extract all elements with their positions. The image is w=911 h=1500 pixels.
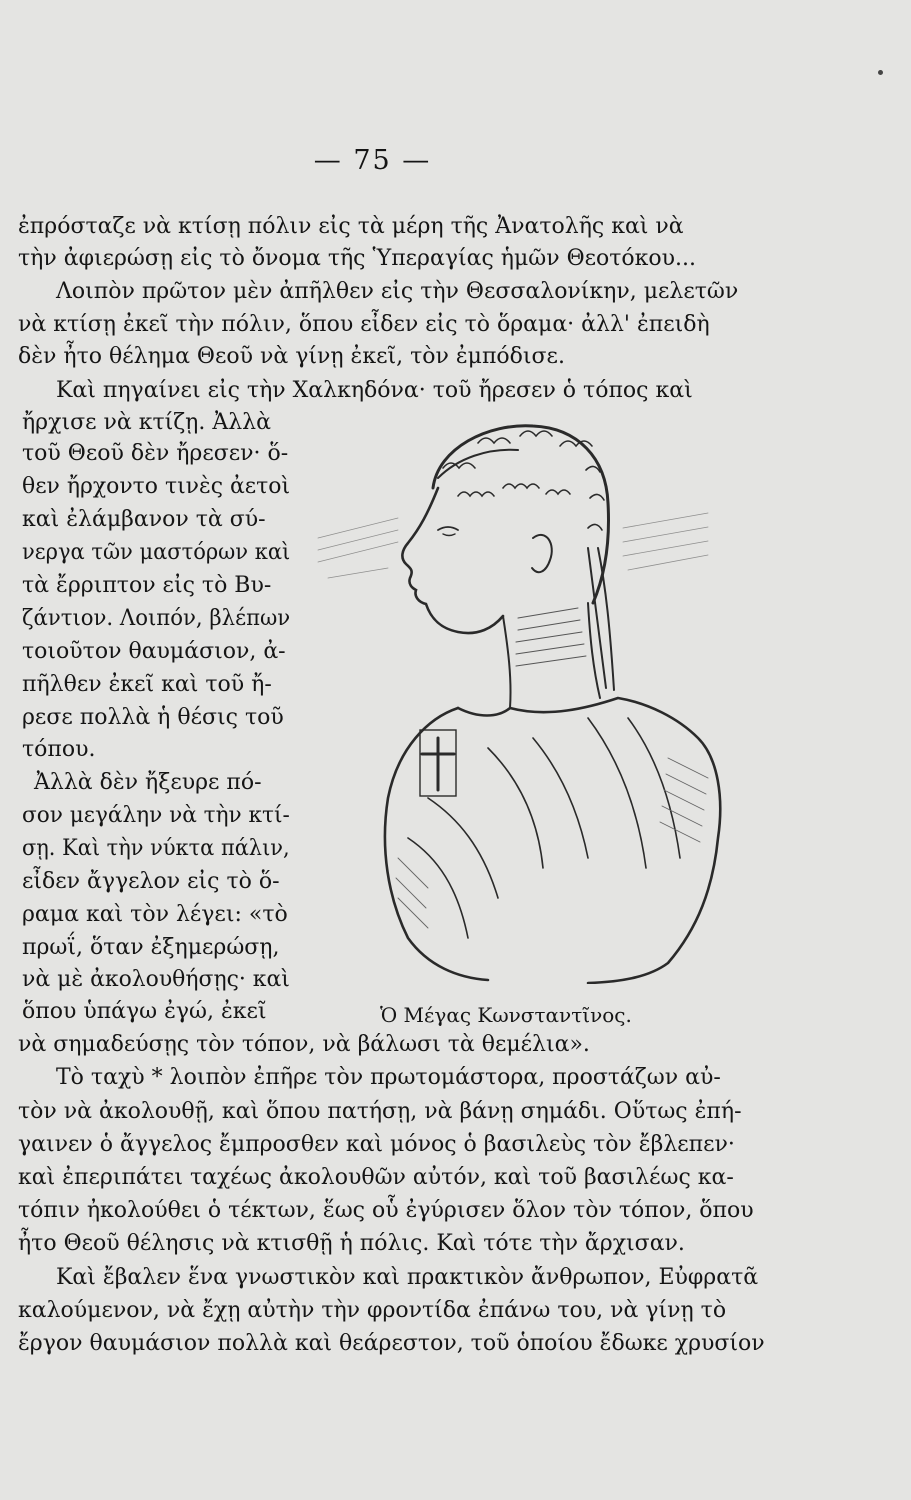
text-line: Καὶ ἔβαλεν ἕνα γνωστικὸν καὶ πρακτικὸν ἄνθρωπον, Εὐφρατᾶ	[56, 1265, 759, 1290]
text-line: ρεσε πολλὰ ἡ θέσις τοῦ	[22, 705, 284, 730]
text-line: ἦτο Θεοῦ θέλησις νὰ κτισθῇ ἡ πόλις. Καὶ τότε τὴν ἄρχισαν.	[18, 1231, 685, 1256]
text-line: νεργα τῶν μαστόρων καὶ	[22, 540, 291, 565]
text-line: νὰ κτίσῃ ἐκεῖ τὴν πόλιν, ὅπου εἶδεν εἰς τὸ ὅραμα· ἀλλ' ἐπειδὴ	[18, 312, 710, 337]
text-line: ραμα καὶ τὸν λέγει: «τὸ	[22, 902, 288, 927]
text-line: καὶ ἐπεριπάτει ταχέως ἀκολουθῶν αὐτόν, καὶ τοῦ βασιλέως κα-	[18, 1165, 734, 1190]
text-line: πρωΐ, ὅταν ἐξημερώσῃ,	[22, 935, 280, 960]
text-line: Λοιπὸν πρῶτον μὲν ἀπῆλθεν εἰς τὴν Θεσσαλονίκην, μελετῶν	[56, 279, 739, 304]
text-line: θεν ἤρχοντο τινὲς ἀετοὶ	[22, 474, 291, 499]
text-line: ἐπρόσταζε νὰ κτίσῃ πόλιν εἰς τὰ μέρη τῆς Ἀνατολῆς καὶ νὰ	[18, 214, 684, 239]
text-line: Ἀλλὰ δὲν ἤξευρε πό-	[34, 770, 262, 795]
text-line: γαινεν ὁ ἄγγελος ἔμπροσθεν καὶ μόνος ὁ βασιλεὺς τὸν ἔβλεπεν·	[18, 1132, 735, 1157]
text-line: πῆλθεν ἐκεῖ καὶ τοῦ ἤ-	[22, 672, 272, 697]
text-line: τὰ ἔρριπτον εἰς τὸ Βυ-	[22, 573, 272, 598]
text-line: σον μεγάλην νὰ τὴν κτί-	[22, 803, 290, 828]
speck	[878, 70, 883, 75]
text-line: ὅπου ὑπάγω ἐγώ, ἐκεῖ	[22, 999, 267, 1024]
text-line: τοῦ Θεοῦ δὲν ἤρεσεν· ὅ-	[22, 441, 289, 466]
text-line: Τὸ ταχὺ * λοιπὸν ἐπῆρε τὸν πρωτομάστορα, προστάζων αὐ-	[56, 1065, 721, 1090]
page-number: — 75 —	[313, 145, 432, 176]
text-line: σῃ. Καὶ τὴν νύκτα πάλιν,	[22, 836, 290, 861]
text-line: εἶδεν ἄγγελον εἰς τὸ ὅ-	[22, 869, 280, 894]
text-line: τοιοῦτον θαυμάσιον, ἀ-	[22, 639, 286, 664]
text-line: τὸν νὰ ἀκολουθῇ, καὶ ὅπου πατήσῃ, νὰ βάνῃ σημάδι. Οὕτως ἐπή-	[18, 1099, 742, 1124]
text-line: τὴν ἀφιερώσῃ εἰς τὸ ὄνομα τῆς Ὑπεραγίας ἡμῶν Θεοτόκου...	[18, 246, 697, 271]
text-line: δὲν ἦτο θέλημα Θεοῦ νὰ γίνῃ ἐκεῖ, τὸν ἐμπόδισε.	[18, 344, 565, 369]
text-line: τόπου.	[22, 737, 96, 762]
figure-caption: Ὁ Μέγας Κωνσταντῖνος.	[380, 1003, 632, 1027]
text-line: νὰ σημαδεύσῃς τὸν τόπον, νὰ βάλωσι τὰ θεμέλια».	[18, 1032, 590, 1057]
text-line: ἤρχισε νὰ κτίζῃ. Ἀλλὰ	[22, 410, 271, 435]
text-line: καλούμενον, νὰ ἔχῃ αὐτὴν τὴν φροντίδα ἐπάνω του, νὰ γίνῃ τὸ	[18, 1298, 727, 1323]
text-line: ζάντιον. Λοιπόν, βλέπων	[22, 606, 291, 631]
portrait-engraving	[288, 418, 760, 984]
text-line: νὰ μὲ ἀκολουθήσῃς· καὶ	[22, 967, 290, 992]
text-line: τόπιν ἠκολούθει ὁ τέκτων, ἕως οὗ ἐγύρισεν ὅλον τὸν τόπον, ὅπου	[18, 1198, 754, 1223]
text-line: Καὶ πηγαίνει εἰς τὴν Χαλκηδόνα· τοῦ ἤρεσεν ὁ τόπος καὶ	[56, 378, 693, 403]
text-line: ἔργον θαυμάσιον πολλὰ καὶ θεάρεστον, τοῦ ὁποίου ἔδωκε χρυσίον	[18, 1331, 765, 1356]
text-line: καὶ ἐλάμβανον τὰ σύ-	[22, 507, 266, 532]
